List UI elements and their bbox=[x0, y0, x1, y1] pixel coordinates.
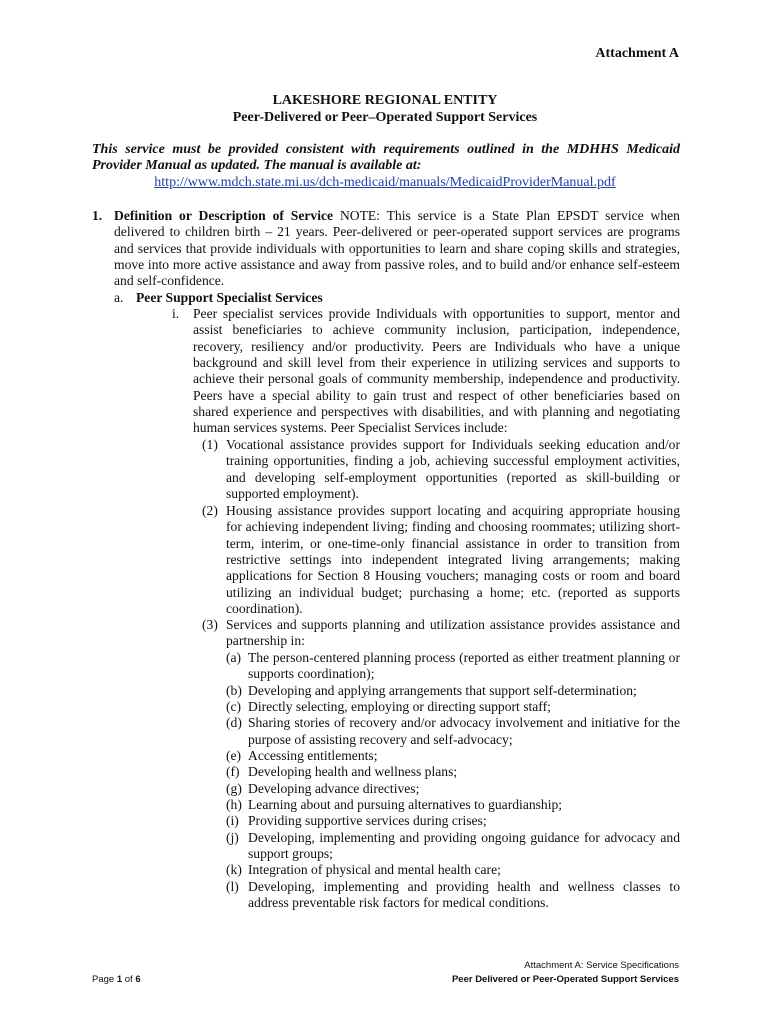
list-item-label: (f) bbox=[226, 764, 240, 780]
list-item-label: (g) bbox=[226, 780, 242, 796]
list-item bbox=[202, 437, 680, 502]
list-item-text: Accessing entitlements; bbox=[248, 748, 378, 764]
list-item-label: (3) bbox=[202, 617, 218, 632]
list-item bbox=[226, 683, 680, 699]
list-item-text: Developing, implementing and providing ongoing guidance for advocacy and support groups; bbox=[248, 829, 680, 862]
intro-note: This service must be provided consistent with requirements outlined in the MDHHS Medicaid Provider Manual as updated. The manual is available at: bbox=[92, 142, 680, 174]
list-item bbox=[226, 862, 680, 878]
subsection-a-label: a. bbox=[114, 290, 124, 305]
list-item-text: Developing, implementing and providing health and wellness classes to address preventable risk factors for medical conditions. bbox=[248, 878, 680, 911]
section-1-body bbox=[114, 208, 680, 290]
list-item-label: (i) bbox=[226, 813, 239, 829]
subsection-i-text: Peer specialist services provide Individuals with opportunities to support, mentor and assist beneficiaries to achieve community inclusion, participation, independence, recovery, resiliency and/or productivity. Peers are Individuals who have a unique background and skill level from their experience in utilizing services and supports to achieve their personal goals of community membership, independence and productivity. Peers have a special ability to gain trust and respect of other beneficiaries based on shared experience and perspectives with disabilities, and with planning and negotiating human services systems. Peer Specialist Services include: bbox=[193, 306, 680, 436]
planning-assistance-list bbox=[226, 650, 680, 912]
list-item bbox=[226, 879, 680, 912]
list-item bbox=[226, 830, 680, 863]
section-1 bbox=[92, 208, 680, 290]
list-item-label: (1) bbox=[202, 437, 218, 452]
subsection-a bbox=[114, 290, 323, 306]
list-item-text: Integration of physical and mental health care; bbox=[248, 862, 501, 878]
attachment-label: Attachment A bbox=[595, 46, 679, 61]
document-title: Peer-Delivered or Peer–Operated Support Services bbox=[232, 110, 538, 125]
list-item-label: (e) bbox=[226, 748, 242, 764]
list-item-text: Sharing stories of recovery and/or advocacy involvement and initiative for the purpose of assisting recovery and self-advocacy; bbox=[248, 715, 680, 747]
list-item-text: Learning about and pursuing alternatives to guardianship; bbox=[248, 797, 563, 813]
section-1-heading: Definition or Description of Service bbox=[114, 208, 334, 223]
list-item-label: (a) bbox=[226, 650, 242, 665]
page-total: 6 bbox=[135, 974, 141, 985]
list-item bbox=[226, 650, 680, 683]
footer-service-title: Peer Delivered or Peer-Operated Support Services bbox=[451, 974, 679, 985]
list-item bbox=[202, 503, 680, 617]
list-item-label: (c) bbox=[226, 699, 242, 715]
list-item bbox=[226, 813, 680, 829]
list-item-label: (h) bbox=[226, 797, 242, 813]
list-item bbox=[226, 715, 680, 748]
list-item bbox=[226, 781, 680, 797]
manual-link[interactable]: http://www.mdch.state.mi.us/dch-medicaid/manuals/MedicaidProviderManual.pdf bbox=[154, 175, 616, 190]
list-item-text: Developing advance directives; bbox=[248, 780, 420, 796]
subsection-a-heading: Peer Support Specialist Services bbox=[136, 290, 323, 305]
entity-title: LAKESHORE REGIONAL ENTITY bbox=[272, 93, 498, 108]
list-item bbox=[226, 699, 680, 715]
section-1-number: 1. bbox=[92, 208, 103, 223]
page-of: of bbox=[122, 974, 136, 985]
page-number bbox=[92, 974, 141, 985]
list-item-text: Providing supportive services during crises; bbox=[248, 813, 487, 829]
list-item-text: Developing health and wellness plans; bbox=[248, 764, 458, 780]
list-item bbox=[202, 617, 680, 650]
list-item-text: Vocational assistance provides support for Individuals seeking education and/or training opportunities, finding a job, achieving successful employment activities, and developing self-employment opportunities (reported as skill-building or supported employment). bbox=[226, 437, 680, 502]
list-item-text: Services and supports planning and utilization assistance provides assistance and partnership in: bbox=[226, 617, 680, 649]
list-item-text: Housing assistance provides support locating and acquiring appropriate housing for achieving independent living; finding and choosing roommates; utilizing short-term, interim, or one-time-only financial assistance in order to transition from restrictive settings into independent integrated living arrangements; making applications for Section 8 Housing vouchers; managing costs or room and board utilizing an individual budget; purchasing a home; etc. (reported as supports coordination). bbox=[226, 503, 680, 617]
list-item bbox=[226, 764, 680, 780]
list-item-text: Directly selecting, employing or directing support staff; bbox=[248, 699, 551, 715]
list-item bbox=[226, 748, 680, 764]
section-1-text: NOTE: This service is a State Plan EPSDT service when delivered to children birth – 21 years. Peer-delivered or peer-operated support services are programs and services that provide individuals with opportunities to learn and share coping skills and strategies, move into more active assistance and away from passive roles, and to build and/or enhance self-esteem and self-confidence. bbox=[114, 208, 680, 289]
footer-spec-label: Attachment A: Service Specifications bbox=[524, 960, 679, 971]
list-item-label: (k) bbox=[226, 862, 242, 878]
subsection-i-label: i. bbox=[172, 306, 180, 321]
subsection-i bbox=[172, 306, 680, 437]
list-item-label: (b) bbox=[226, 682, 242, 698]
list-item-label: (j) bbox=[226, 829, 239, 845]
page-current: 1 bbox=[116, 974, 123, 985]
list-item-text: Developing and applying arrangements that support self-determination; bbox=[248, 682, 637, 698]
list-item-label: (d) bbox=[226, 715, 242, 731]
list-item-text: The person-centered planning process (reported as either treatment planning or supports coordination); bbox=[248, 650, 680, 682]
page-prefix: Page bbox=[92, 974, 117, 985]
list-item bbox=[226, 797, 680, 813]
list-item-label: (2) bbox=[202, 503, 218, 518]
list-item-label: (l) bbox=[226, 878, 239, 894]
